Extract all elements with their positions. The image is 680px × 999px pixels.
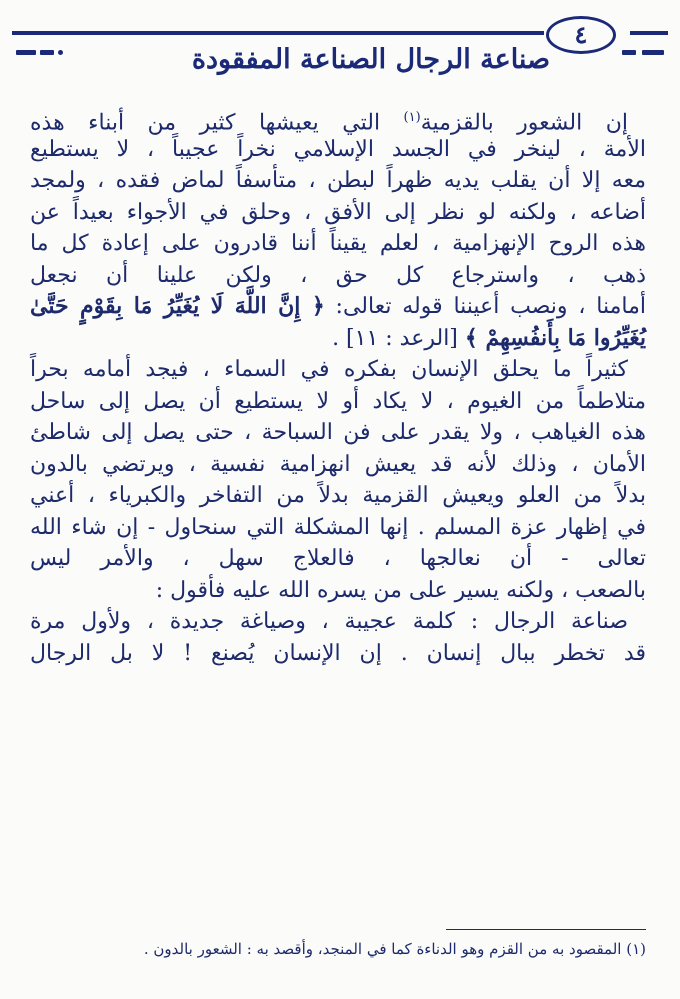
text-line <box>30 323 646 355</box>
text-line: متلاطماً من الغيوم ، لا يكاد أو لا يستطيع أن يصل إلى ساحل <box>30 388 646 414</box>
ornament-dash <box>642 50 664 55</box>
text-line: صناعة الرجال : كلمة عجيبة ، وصياغة جديدة ، ولأول مرة <box>30 609 628 634</box>
footnote-text: (١) المقصود به من القزم وهو الدناءة كما في المنجد، وأقصد به : الشعور بالدون . <box>143 940 646 958</box>
text-line: ذهب ، واسترجاع كل حق ، ولكن علينا أن نجعل <box>30 262 646 288</box>
ornament-dash <box>40 50 54 55</box>
footnote-marker: (١) <box>403 110 421 125</box>
page-number: ٤ <box>574 20 588 49</box>
text-line: هذه الغياهب ، ولا يقدر على فن السباحة ، حتى يصل إلى شاطئ <box>30 420 646 445</box>
text-line <box>30 291 646 323</box>
text-line: كثيراً ما يحلق الإنسان بفكره في السماء ، فيجد أمامه بحراً <box>30 357 628 382</box>
text-fragment: إن الشعور بالقزمية <box>420 110 628 136</box>
ornament-dash <box>16 50 36 55</box>
header-rule-left <box>12 31 544 35</box>
text-line: في إظهار عزة المسلم . إنها المشكلة التي سنحاول - إن شاء الله <box>30 514 646 540</box>
text-line: الأمان ، وذلك لأنه قد يعيش انهزامية نفسية ، ويرتضي بالدون <box>30 451 646 477</box>
text-line <box>30 102 646 134</box>
text-line: أضاعه ، ولكنه لو نظر إلى الأفق ، وحلق في الأجواء بعيداً عن <box>30 199 646 225</box>
text-line: بدلاً من العلو ويعيش القزمية بدلاً من التفاخر والكبرياء ، أعني <box>30 483 646 508</box>
verse-reference: [الرعد : ١١] . <box>332 325 458 351</box>
footnote <box>30 937 646 961</box>
text-line: تعالى - أن نعالجها ، فالعلاج سهل ، والأمر ليس <box>30 546 646 571</box>
quran-verse: ﴿ إِنَّ اللَّهَ لَا يُغَيِّرُ مَا بِقَوْمٍ حَتَّىٰ <box>30 293 325 319</box>
body-text <box>30 102 646 669</box>
ornament-dot <box>58 50 63 55</box>
page-header <box>12 16 668 75</box>
footnote-rule <box>446 929 646 930</box>
text-fragment: أمامنا ، ونصب أعيننا قوله تعالى: <box>324 294 646 319</box>
text-line: معه إلا أن يقلب يديه ظهراً لبطن ، متأسفاً لماض فقده ، ولمجد <box>30 168 646 193</box>
text-line: بالصعب ، ولكنه يسير على من يسره الله عليه فأقول : <box>155 577 646 603</box>
page-number-frame <box>546 16 616 54</box>
text-fragment: التي يعيشها كثير من أبناء هذه <box>30 110 404 136</box>
text-line: قد تخطر ببال إنسان . إن الإنسان يُصنع ! لا بل الرجال <box>30 640 646 666</box>
text-line: الأمة ، لينخر في الجسد الإسلامي نخراً عجيباً ، لا يستطيع <box>30 136 646 162</box>
ornament-dash <box>622 50 636 55</box>
header-rule-right <box>630 31 668 35</box>
header-title: صناعة الرجال الصناعة المفقودة <box>191 44 550 75</box>
text-line: هذه الروح الإنهزامية ، لعلم يقيناً أننا قادرون على إعادة كل ما <box>30 231 646 256</box>
quran-verse: يُغَيِّرُوا مَا بِأَنفُسِهِمْ ﴾ <box>464 324 646 351</box>
